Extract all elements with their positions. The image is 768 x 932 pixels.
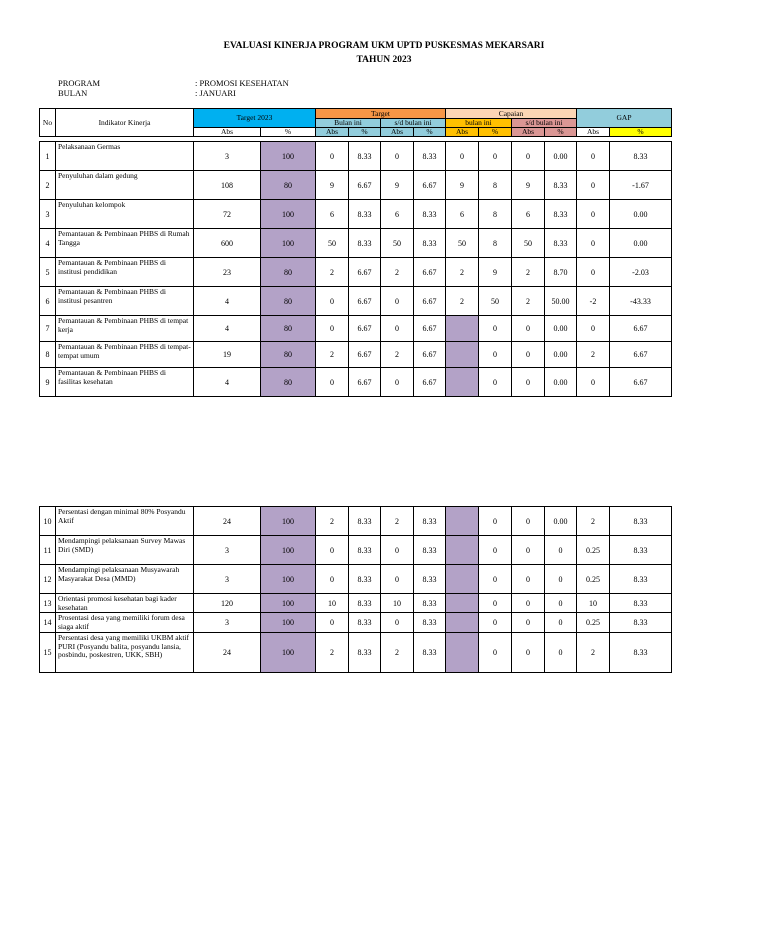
cell-cs-abs: 0 bbox=[512, 316, 545, 342]
cell-cb-abs: 50 bbox=[446, 229, 479, 258]
cell-cs-pct: 0.00 bbox=[545, 316, 577, 342]
cell-g-abs: 0 bbox=[577, 200, 610, 229]
cell-cb-abs: 9 bbox=[446, 171, 479, 200]
cell-ts-abs: 0 bbox=[381, 613, 414, 633]
cell-tb-pct: 8.33 bbox=[349, 507, 381, 536]
cell-tb-pct: 8.33 bbox=[349, 200, 381, 229]
cell-g-abs: 0.25 bbox=[577, 565, 610, 594]
cell-cb-abs bbox=[446, 342, 479, 368]
cell-ts-abs: 10 bbox=[381, 594, 414, 613]
indikator-cell: Pemantauan & Pembinaan PHBS di fasilitas kesehatan bbox=[56, 368, 194, 397]
cell-cs-pct: 0.00 bbox=[545, 142, 577, 171]
indikator-cell: Mendampingi pelaksanaan Survey Mawas Diri (SMD) bbox=[56, 536, 194, 565]
table-row bbox=[40, 229, 672, 258]
cell-t-abs: 19 bbox=[194, 342, 261, 368]
cell-cb-abs: 6 bbox=[446, 200, 479, 229]
table-row bbox=[40, 316, 672, 342]
cell-g-abs: 0 bbox=[577, 229, 610, 258]
cell-cs-abs: 0 bbox=[512, 368, 545, 397]
cell-t-pct: 100 bbox=[261, 594, 316, 613]
row-number: 5 bbox=[40, 258, 56, 287]
cell-cs-pct: 0.00 bbox=[545, 342, 577, 368]
cell-cb-pct: 0 bbox=[479, 316, 512, 342]
row-number: 8 bbox=[40, 342, 56, 368]
cell-ts-abs: 6 bbox=[381, 200, 414, 229]
cell-t-abs: 120 bbox=[194, 594, 261, 613]
cell-t-pct: 80 bbox=[261, 258, 316, 287]
cell-g-pct: -1.67 bbox=[610, 171, 672, 200]
cell-ts-abs: 9 bbox=[381, 171, 414, 200]
cell-tb-pct: 6.67 bbox=[349, 287, 381, 316]
cell-cb-pct: 0 bbox=[479, 368, 512, 397]
cell-cs-abs: 0 bbox=[512, 633, 545, 673]
cell-cs-abs: 2 bbox=[512, 258, 545, 287]
col-abs-header: Abs bbox=[381, 128, 414, 137]
cell-cs-abs: 0 bbox=[512, 142, 545, 171]
row-number: 4 bbox=[40, 229, 56, 258]
cell-g-pct: 0.00 bbox=[610, 229, 672, 258]
cell-cs-abs: 6 bbox=[512, 200, 545, 229]
cell-cb-abs: 2 bbox=[446, 287, 479, 316]
cell-tb-abs: 0 bbox=[316, 316, 349, 342]
cell-cs-abs: 0 bbox=[512, 536, 545, 565]
cell-cs-pct: 50.00 bbox=[545, 287, 577, 316]
cell-t-pct: 80 bbox=[261, 368, 316, 397]
cell-ts-pct: 6.67 bbox=[414, 258, 446, 287]
cell-ts-pct: 8.33 bbox=[414, 613, 446, 633]
cell-g-abs: 10 bbox=[577, 594, 610, 613]
cell-tb-abs: 10 bbox=[316, 594, 349, 613]
cell-cs-pct: 0 bbox=[545, 565, 577, 594]
col-indikator-header: Indikator Kinerja bbox=[56, 109, 194, 137]
cell-tb-abs: 2 bbox=[316, 507, 349, 536]
cell-cb-abs: 0 bbox=[446, 142, 479, 171]
cell-t-abs: 72 bbox=[194, 200, 261, 229]
col-abs-header: Abs bbox=[316, 128, 349, 137]
cell-cb-abs bbox=[446, 613, 479, 633]
col-abs-header: Abs bbox=[577, 128, 610, 137]
bulan-value: : JANUARI bbox=[195, 88, 236, 98]
cell-t-abs: 3 bbox=[194, 613, 261, 633]
cell-cb-abs bbox=[446, 594, 479, 613]
cell-cb-pct: 0 bbox=[479, 536, 512, 565]
cell-ts-pct: 6.67 bbox=[414, 171, 446, 200]
table-row bbox=[40, 536, 672, 565]
cell-t-abs: 3 bbox=[194, 565, 261, 594]
table-row bbox=[40, 613, 672, 633]
cell-ts-pct: 8.33 bbox=[414, 594, 446, 613]
cell-tb-abs: 9 bbox=[316, 171, 349, 200]
cell-cs-abs: 0 bbox=[512, 613, 545, 633]
cell-cs-pct: 0 bbox=[545, 594, 577, 613]
indikator-cell: Pemantauan & Pembinaan PHBS di tempat kerja bbox=[56, 316, 194, 342]
cell-tb-abs: 2 bbox=[316, 633, 349, 673]
cell-tb-abs: 50 bbox=[316, 229, 349, 258]
indikator-cell: Persentasi desa yang memiliki UKBM aktif PURI (Posyandu balita, posyandu lansia, posbindu, poskestren, UKK, SBH) bbox=[56, 633, 194, 673]
row-number: 15 bbox=[40, 633, 56, 673]
cell-cb-abs bbox=[446, 368, 479, 397]
cell-g-abs: 0 bbox=[577, 368, 610, 397]
col-pct-header: % bbox=[610, 128, 672, 137]
cell-tb-pct: 6.67 bbox=[349, 258, 381, 287]
cell-g-pct: 0.00 bbox=[610, 200, 672, 229]
cell-cb-pct: 0 bbox=[479, 342, 512, 368]
row-number: 13 bbox=[40, 594, 56, 613]
cell-t-pct: 100 bbox=[261, 633, 316, 673]
table-row bbox=[40, 287, 672, 316]
table-row bbox=[40, 633, 672, 673]
cell-g-abs: 2 bbox=[577, 342, 610, 368]
cell-tb-abs: 0 bbox=[316, 536, 349, 565]
cell-t-pct: 80 bbox=[261, 171, 316, 200]
cell-cs-pct: 8.33 bbox=[545, 200, 577, 229]
cell-g-abs: 0 bbox=[577, 316, 610, 342]
cell-g-pct: -2.03 bbox=[610, 258, 672, 287]
report-meta bbox=[58, 78, 358, 98]
cell-t-abs: 4 bbox=[194, 316, 261, 342]
cell-tb-abs: 2 bbox=[316, 258, 349, 287]
col-target-sd-bulan-ini-header: s/d bulan ini bbox=[381, 119, 446, 128]
cell-ts-pct: 6.67 bbox=[414, 342, 446, 368]
cell-ts-abs: 2 bbox=[381, 633, 414, 673]
col-abs-header: Abs bbox=[446, 128, 479, 137]
cell-t-abs: 24 bbox=[194, 633, 261, 673]
cell-cb-pct: 0 bbox=[479, 142, 512, 171]
cell-ts-abs: 0 bbox=[381, 368, 414, 397]
col-target-year-header: Target 2023 bbox=[194, 109, 316, 128]
col-abs-header: Abs bbox=[194, 128, 261, 137]
col-pct-header: % bbox=[349, 128, 381, 137]
cell-tb-pct: 8.33 bbox=[349, 142, 381, 171]
cell-tb-abs: 0 bbox=[316, 613, 349, 633]
row-number: 14 bbox=[40, 613, 56, 633]
cell-g-abs: 2 bbox=[577, 507, 610, 536]
cell-g-pct: 6.67 bbox=[610, 316, 672, 342]
cell-t-abs: 4 bbox=[194, 368, 261, 397]
cell-cs-pct: 0 bbox=[545, 536, 577, 565]
cell-cs-abs: 0 bbox=[512, 507, 545, 536]
cell-cb-abs bbox=[446, 507, 479, 536]
cell-cs-pct: 0.00 bbox=[545, 507, 577, 536]
table-row bbox=[40, 171, 672, 200]
table-row bbox=[40, 200, 672, 229]
program-value: : PROMOSI KESEHATAN bbox=[195, 78, 289, 88]
cell-ts-pct: 8.33 bbox=[414, 536, 446, 565]
cell-g-pct: 8.33 bbox=[610, 507, 672, 536]
indikator-cell: Pemantauan & Pembinaan PHBS di institusi pesantren bbox=[56, 287, 194, 316]
cell-tb-pct: 8.33 bbox=[349, 565, 381, 594]
row-number: 1 bbox=[40, 142, 56, 171]
report-title: EVALUASI KINERJA PROGRAM UKM UPTD PUSKESMAS MEKARSARI bbox=[223, 41, 545, 51]
cell-g-abs: 0 bbox=[577, 258, 610, 287]
cell-cs-abs: 50 bbox=[512, 229, 545, 258]
cell-cb-abs bbox=[446, 536, 479, 565]
col-target-header: Target bbox=[316, 109, 446, 119]
cell-ts-pct: 6.67 bbox=[414, 368, 446, 397]
cell-g-pct: 8.33 bbox=[610, 565, 672, 594]
cell-ts-pct: 6.67 bbox=[414, 287, 446, 316]
cell-tb-pct: 8.33 bbox=[349, 613, 381, 633]
cell-g-pct: -43.33 bbox=[610, 287, 672, 316]
cell-t-pct: 80 bbox=[261, 316, 316, 342]
report-year: TAHUN 2023 bbox=[356, 55, 412, 65]
cell-ts-abs: 0 bbox=[381, 287, 414, 316]
cell-g-abs: 0.25 bbox=[577, 536, 610, 565]
cell-g-abs: -2 bbox=[577, 287, 610, 316]
cell-cb-pct: 0 bbox=[479, 594, 512, 613]
cell-t-pct: 100 bbox=[261, 565, 316, 594]
cell-ts-pct: 8.33 bbox=[414, 565, 446, 594]
col-pct-header: % bbox=[479, 128, 512, 137]
cell-ts-abs: 50 bbox=[381, 229, 414, 258]
cell-t-pct: 100 bbox=[261, 507, 316, 536]
cell-cs-abs: 2 bbox=[512, 287, 545, 316]
table-row bbox=[40, 594, 672, 613]
col-target-bulan-ini-header: Bulan ini bbox=[316, 119, 381, 128]
table-row bbox=[40, 142, 672, 171]
row-number: 10 bbox=[40, 507, 56, 536]
cell-g-pct: 8.33 bbox=[610, 613, 672, 633]
cell-cb-abs bbox=[446, 316, 479, 342]
cell-ts-abs: 0 bbox=[381, 316, 414, 342]
cell-tb-abs: 0 bbox=[316, 287, 349, 316]
cell-t-abs: 23 bbox=[194, 258, 261, 287]
cell-cb-pct: 50 bbox=[479, 287, 512, 316]
program-label: PROGRAM bbox=[58, 78, 101, 88]
cell-t-abs: 3 bbox=[194, 142, 261, 171]
cell-cs-pct: 0 bbox=[545, 633, 577, 673]
col-gap-header: GAP bbox=[577, 109, 672, 128]
cell-ts-abs: 2 bbox=[381, 507, 414, 536]
cell-cb-pct: 9 bbox=[479, 258, 512, 287]
cell-cs-abs: 0 bbox=[512, 594, 545, 613]
col-pct-header: % bbox=[261, 128, 316, 137]
cell-cs-pct: 8.33 bbox=[545, 229, 577, 258]
cell-g-pct: 8.33 bbox=[610, 536, 672, 565]
cell-cs-pct: 0 bbox=[545, 613, 577, 633]
table-row bbox=[40, 368, 672, 397]
cell-cs-pct: 8.33 bbox=[545, 171, 577, 200]
cell-cb-pct: 0 bbox=[479, 613, 512, 633]
indikator-cell: Penyuluhan dalam gedung bbox=[56, 171, 194, 200]
cell-cs-pct: 0.00 bbox=[545, 368, 577, 397]
col-abs-header: Abs bbox=[512, 128, 545, 137]
cell-t-abs: 4 bbox=[194, 287, 261, 316]
cell-tb-abs: 6 bbox=[316, 200, 349, 229]
row-number: 9 bbox=[40, 368, 56, 397]
col-capaian-header: Capaian bbox=[446, 109, 577, 119]
cell-cb-abs bbox=[446, 633, 479, 673]
cell-ts-pct: 8.33 bbox=[414, 229, 446, 258]
cell-cs-abs: 0 bbox=[512, 342, 545, 368]
performance-table-part1 bbox=[39, 108, 672, 397]
indikator-cell: Pemantauan & Pembinaan PHBS di tempat-tempat umum bbox=[56, 342, 194, 368]
indikator-cell: Prosentasi desa yang memiliki forum desa siaga aktif bbox=[56, 613, 194, 633]
cell-cb-pct: 0 bbox=[479, 565, 512, 594]
row-number: 12 bbox=[40, 565, 56, 594]
cell-g-pct: 8.33 bbox=[610, 594, 672, 613]
cell-g-abs: 0 bbox=[577, 142, 610, 171]
indikator-cell: Persentasi dengan minimal 80% Posyandu Aktif bbox=[56, 507, 194, 536]
table-row bbox=[40, 507, 672, 536]
cell-cb-pct: 8 bbox=[479, 171, 512, 200]
col-capaian-sd-bulan-ini-header: s/d bulan ini bbox=[512, 119, 577, 128]
cell-tb-pct: 6.67 bbox=[349, 171, 381, 200]
cell-tb-abs: 2 bbox=[316, 342, 349, 368]
table-row bbox=[40, 258, 672, 287]
cell-g-pct: 6.67 bbox=[610, 342, 672, 368]
cell-t-pct: 100 bbox=[261, 200, 316, 229]
cell-g-abs: 0.25 bbox=[577, 613, 610, 633]
col-capaian-bulan-ini-header: bulan ini bbox=[446, 119, 512, 128]
col-pct-header: % bbox=[545, 128, 577, 137]
cell-tb-abs: 0 bbox=[316, 368, 349, 397]
cell-ts-abs: 0 bbox=[381, 565, 414, 594]
cell-tb-pct: 6.67 bbox=[349, 368, 381, 397]
cell-tb-pct: 8.33 bbox=[349, 633, 381, 673]
table-row bbox=[40, 342, 672, 368]
cell-ts-pct: 6.67 bbox=[414, 316, 446, 342]
table-row bbox=[40, 565, 672, 594]
cell-g-abs: 0 bbox=[577, 171, 610, 200]
cell-t-pct: 100 bbox=[261, 536, 316, 565]
cell-t-abs: 24 bbox=[194, 507, 261, 536]
performance-table-part2 bbox=[39, 506, 672, 673]
cell-ts-pct: 8.33 bbox=[414, 142, 446, 171]
cell-tb-pct: 8.33 bbox=[349, 594, 381, 613]
cell-t-pct: 80 bbox=[261, 342, 316, 368]
cell-t-abs: 600 bbox=[194, 229, 261, 258]
cell-g-pct: 8.33 bbox=[610, 142, 672, 171]
col-no-header: No bbox=[40, 109, 56, 137]
cell-t-pct: 100 bbox=[261, 142, 316, 171]
row-number: 2 bbox=[40, 171, 56, 200]
cell-tb-pct: 6.67 bbox=[349, 342, 381, 368]
cell-g-pct: 6.67 bbox=[610, 368, 672, 397]
cell-tb-pct: 6.67 bbox=[349, 316, 381, 342]
bulan-label: BULAN bbox=[58, 88, 88, 98]
cell-cb-pct: 8 bbox=[479, 200, 512, 229]
cell-g-pct: 8.33 bbox=[610, 633, 672, 673]
cell-ts-pct: 8.33 bbox=[414, 507, 446, 536]
cell-cb-abs bbox=[446, 565, 479, 594]
cell-cb-pct: 0 bbox=[479, 633, 512, 673]
cell-cb-pct: 0 bbox=[479, 507, 512, 536]
indikator-cell: Pemantauan & Pembinaan PHBS di Rumah Tangga bbox=[56, 229, 194, 258]
cell-cb-abs: 2 bbox=[446, 258, 479, 287]
row-number: 11 bbox=[40, 536, 56, 565]
cell-t-abs: 3 bbox=[194, 536, 261, 565]
cell-ts-abs: 0 bbox=[381, 536, 414, 565]
indikator-cell: Penyuluhan kelompok bbox=[56, 200, 194, 229]
cell-cs-abs: 9 bbox=[512, 171, 545, 200]
row-number: 7 bbox=[40, 316, 56, 342]
row-number: 6 bbox=[40, 287, 56, 316]
cell-ts-abs: 0 bbox=[381, 142, 414, 171]
indikator-cell: Mendampingi pelaksanaan Musyawarah Masyarakat Desa (MMD) bbox=[56, 565, 194, 594]
indikator-cell: Pemantauan & Pembinaan PHBS di institusi pendidikan bbox=[56, 258, 194, 287]
cell-ts-abs: 2 bbox=[381, 258, 414, 287]
cell-tb-abs: 0 bbox=[316, 565, 349, 594]
cell-t-abs: 108 bbox=[194, 171, 261, 200]
cell-tb-pct: 8.33 bbox=[349, 536, 381, 565]
cell-ts-pct: 8.33 bbox=[414, 200, 446, 229]
cell-g-abs: 2 bbox=[577, 633, 610, 673]
cell-t-pct: 100 bbox=[261, 229, 316, 258]
row-number: 3 bbox=[40, 200, 56, 229]
col-pct-header: % bbox=[414, 128, 446, 137]
cell-t-pct: 80 bbox=[261, 287, 316, 316]
cell-cb-pct: 8 bbox=[479, 229, 512, 258]
cell-t-pct: 100 bbox=[261, 613, 316, 633]
cell-ts-abs: 2 bbox=[381, 342, 414, 368]
cell-tb-pct: 8.33 bbox=[349, 229, 381, 258]
cell-cs-pct: 8.70 bbox=[545, 258, 577, 287]
cell-cs-abs: 0 bbox=[512, 565, 545, 594]
indikator-cell: Orientasi promosi kesehatan bagi kader kesehatan bbox=[56, 594, 194, 613]
cell-tb-abs: 0 bbox=[316, 142, 349, 171]
cell-ts-pct: 8.33 bbox=[414, 633, 446, 673]
indikator-cell: Pelaksanaan Germas bbox=[56, 142, 194, 171]
